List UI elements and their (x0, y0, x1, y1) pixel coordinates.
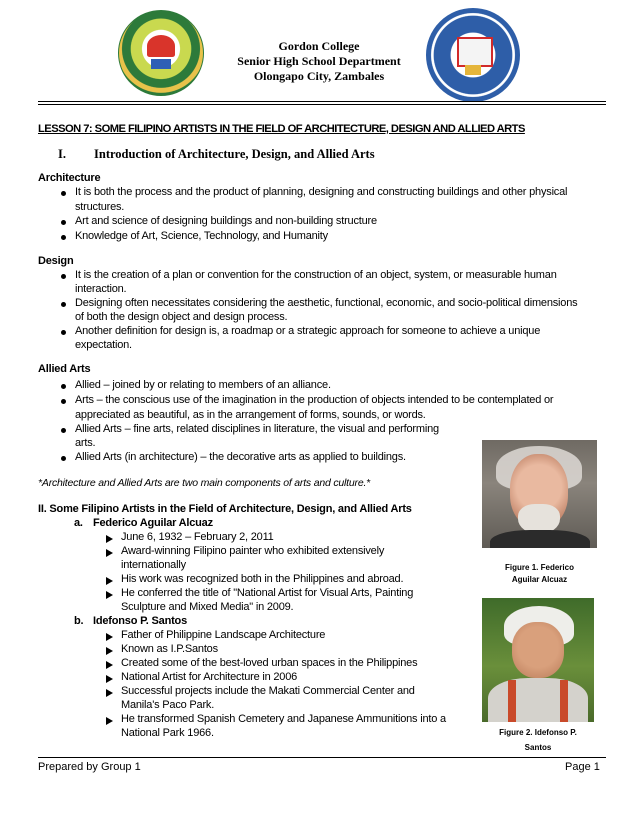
artist-b-line: National Artist for Architecture in 2006 (121, 671, 298, 683)
section-1-title: Introduction of Architecture, Design, and Allied Arts (94, 147, 375, 161)
design-line: of both the design object and design process. (75, 311, 288, 323)
artist-a-line: He conferred the title of "National Artist for Visual Arts, Painting (121, 587, 414, 599)
artist-a-line: Award-winning Filipino painter who exhibited extensively (121, 545, 385, 557)
architecture-line: It is both the process and the product of planning, designing and constructing buildings and other physical (75, 186, 568, 198)
school-location: Olongapo City, Zambales (253, 69, 385, 83)
design-line: Designing often necessitates considering the aesthetic, functional, economic, and socio-political dimensions (75, 297, 578, 309)
header-rule-top (38, 101, 606, 102)
allied-line: Allied – joined by or relating to members of an alliance. (75, 379, 331, 391)
arrow-bullet (106, 717, 113, 725)
artist-a-line: internationally (121, 559, 186, 571)
architecture-heading: Architecture (38, 172, 101, 184)
bullet (61, 191, 66, 196)
arrow-bullet (106, 535, 113, 543)
allied-line: appreciated as beautiful, as in the arrangement of forms, sounds, or words. (75, 409, 426, 421)
bullet (61, 330, 66, 335)
design-line: Another definition for design is, a roadmap or a strategic approach for someone to achieve a unique (75, 325, 541, 337)
department-name: Senior High School Department (237, 54, 401, 68)
footer-page-number: Page 1 (565, 761, 600, 773)
arrow-bullet (106, 577, 113, 585)
arrow-bullet (106, 661, 113, 669)
bullet (61, 456, 66, 461)
artist-b-line: National Park 1966. (121, 727, 214, 739)
arrow-bullet (106, 675, 113, 683)
allied-line: arts. (75, 437, 96, 449)
artist-b-line: He transformed Spanish Cemetery and Japanese Ammunitions into a (121, 713, 446, 725)
architecture-line: Art and science of designing buildings and non-building structure (75, 215, 377, 227)
architecture-line: structures. (75, 201, 125, 213)
federico-alcuaz-photo (482, 440, 597, 548)
bullet (61, 428, 66, 433)
figure-1-caption: Figure 1. Federico Aguilar Alcuaz (505, 563, 574, 584)
artist-b-line: Successful projects include the Makati Commercial Center and (121, 685, 415, 697)
bullet (61, 384, 66, 389)
artist-b-label: b. (74, 615, 84, 627)
artist-a-line: June 6, 1932 – February 2, 2011 (121, 531, 274, 543)
footer-prepared-by: Prepared by Group 1 (38, 761, 141, 773)
figure-2-caption: Figure 2. Idefonso P. Santos (499, 728, 577, 752)
artist-b-line: Known as I.P.Santos (121, 643, 218, 655)
design-line: interaction. (75, 283, 127, 295)
school-name: Gordon College (278, 39, 360, 53)
bullet (61, 220, 66, 225)
bullet (61, 399, 66, 404)
bullet (61, 274, 66, 279)
architecture-line: Knowledge of Art, Science, Technology, and Humanity (75, 230, 328, 242)
design-heading: Design (38, 255, 74, 267)
idefonso-santos-photo (482, 598, 594, 722)
arrow-bullet (106, 647, 113, 655)
artist-b-name: Idefonso P. Santos (93, 615, 187, 627)
artist-a-line: His work was recognized both in the Philippines and abroad. (121, 573, 404, 585)
allied-line: Arts – the conscious use of the imagination in the production of objects intended to be contemplated or (75, 394, 554, 406)
allied-line: Allied Arts – fine arts, related disciplines in literature, the visual and performing (75, 423, 439, 435)
artist-b-line: Created some of the best-loved urban spaces in the Philippines (121, 657, 418, 669)
header-rule-bottom (38, 104, 606, 105)
arrow-bullet (106, 689, 113, 697)
arrow-bullet (106, 633, 113, 641)
section-2-title: II. Some Filipino Artists in the Field of Architecture, Design, and Allied Arts (38, 503, 412, 515)
artist-a-name: Federico Aguilar Alcuaz (93, 517, 213, 529)
lesson-title: LESSON 7: SOME FILIPINO ARTISTS IN THE FIELD OF ARCHITECTURE, DESIGN AND ALLIED ARTS (38, 123, 525, 135)
components-note: *Architecture and Allied Arts are two main components of arts and culture.* (38, 477, 371, 489)
artist-a-line: Sculpture and Mixed Media" in 2009. (121, 601, 294, 613)
section-1-numeral: I. (58, 147, 66, 161)
allied-arts-heading: Allied Arts (38, 363, 91, 375)
arrow-bullet (106, 549, 113, 557)
artist-a-label: a. (74, 517, 83, 529)
bullet (61, 302, 66, 307)
artist-b-line: Father of Philippine Landscape Architecture (121, 629, 326, 641)
bullet (61, 235, 66, 240)
design-line: expectation. (75, 339, 132, 351)
design-line: It is the creation of a plan or convention for the construction of an object, system, or measurable human (75, 269, 557, 281)
artist-b-line: Manila's Paco Park. (121, 699, 215, 711)
allied-line: Allied Arts (in architecture) – the decorative arts as applied to buildings. (75, 451, 406, 463)
footer-rule (38, 757, 606, 758)
arrow-bullet (106, 591, 113, 599)
